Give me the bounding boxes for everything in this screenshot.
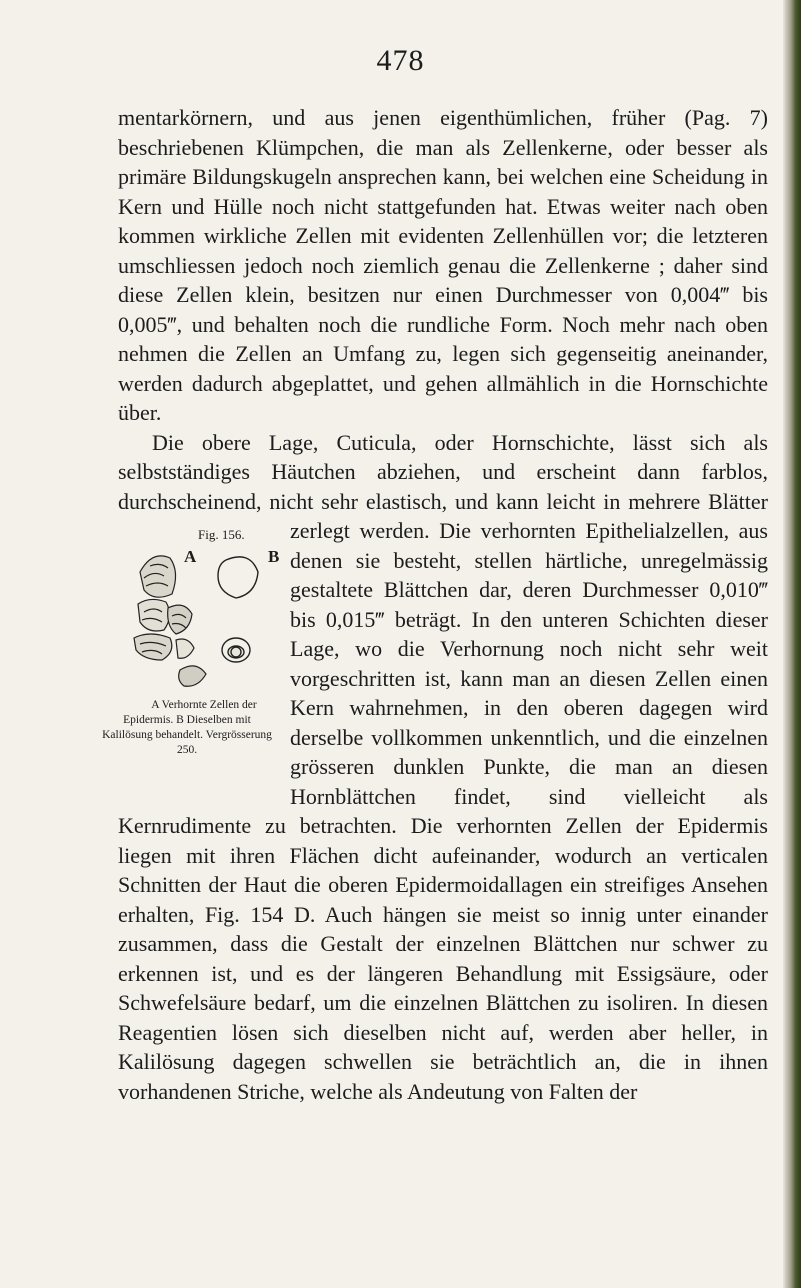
paragraph-2-part-2: Die verhornten Epithelialzellen, aus denen sie besteht, stellen härtliche, unregelmässig gestaltete Blättchen dar, deren Durchmesser 0,010‴ bis 0,015‴ beträgt. In den unteren Schichten dieser Lage, wo die Verhornung noch nicht sehr weit vorgeschritten ist, kann man an diesen Zellen einen Kern wahrnehmen, in den oberen dagegen wird derselbe vollkommen unkenntlich, und die einzelnen grösseren dunklen Punkte, die man an diesen Hornblättchen findet, sind vielleicht als Kernrudimente zu betrachten. Die verhornten Zellen der Epidermis liegen mit ihren Flächen dicht aufeinander, wodurch an verticalen Schnitten der Haut die oberen Epidermoidallagen ein streifiges Ansehen erhalten, Fig. 154 D. Auch hängen sie meist so innig unter einander zusammen, dass die Gestalt der einzelnen Blättchen nur schwer zu erkennen ist, und es der längeren Behandlung mit Essigsäure, oder Schwefelsäure bedarf, um die einzelnen Blättchen zu isoliren. In diesen Reagentien lösen sich dieselben nicht auf, werden aber heller, in Kalilösung dagegen schwellen sie beträchtlich an, die in ihnen vorhandenen Striche, welche als Andeutung von Falten der: [118, 518, 768, 1104]
figure-156: [102, 516, 280, 800]
horny-cells-a: [134, 556, 194, 660]
paragraph-2-part-1: Die obere Lage, Cuticula, oder Hornschichte, lässt sich als selbstständiges Häutchen abziehen, und erscheint dann farblos, durchscheinend, nicht sehr elastisch, und kann leicht in mehrere Blätter zerlegt werden.: [118, 429, 768, 543]
figure-caption: A Verhornte Zellen der Epidermis. B Dieselben mit Kalilösung behandelt. Vergrösserung 250.: [102, 699, 272, 756]
cell-illustration: [132, 542, 272, 692]
figure-letter-a: A: [184, 547, 197, 566]
swollen-cells-b: [218, 557, 258, 686]
page-number: 478: [376, 44, 425, 77]
paragraph-1: mentarkörnern, und aus jenen eigenthümlichen, früher (Pag. 7) beschriebenen Klümpchen, die man als Zellenkerne, oder besser als primäre Bildungskugeln ansprechen kann, bei welchen eine Scheidung in Kern und Hülle noch nicht stattgefunden hat. Etwas weiter nach oben kommen wirkliche Zellen mit evidenten Zellenhüllen vor; die letzteren umschliessen jedoch noch ziemlich genau die Zellenkerne ; daher sind diese Zellen klein, besitzen nur einen Durchmesser von 0,004‴ bis 0,005‴, und behalten noch die rundliche Form. Noch mehr nach oben nehmen die Zellen an Umfang zu, legen sich gegenseitig aneinander, werden dadurch abgeplattet, und gehen allmählich in die Hornschichte über.: [118, 105, 768, 425]
figure-letter-b: B: [268, 547, 280, 566]
paragraph-2: [102, 428, 768, 1107]
figure-label: Fig. 156.: [198, 527, 245, 542]
small-cell-a: [179, 666, 206, 686]
book-binding-edge: [783, 0, 801, 1288]
body-text: [102, 103, 768, 1106]
